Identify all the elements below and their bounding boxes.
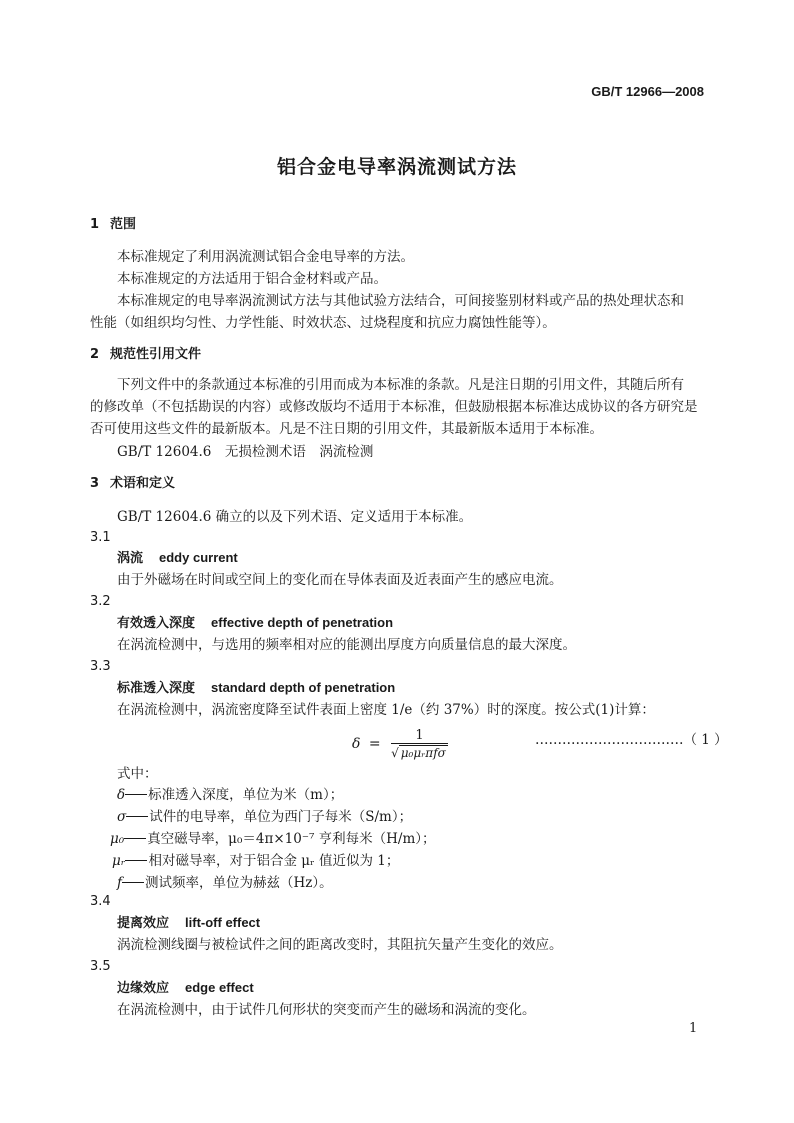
variable-symbol: μ₀ bbox=[110, 831, 125, 847]
section-number: 3 bbox=[90, 476, 100, 491]
normative-reference: GB/T 12604.6 无损检测术语 涡流检测 bbox=[117, 444, 374, 460]
section-number: 1 bbox=[90, 217, 100, 232]
term-definition: 在涡流检测中，涡流密度降至试件表面上密度 1/e（约 37%）时的深度。按公式(1)计算： bbox=[117, 702, 655, 718]
formula-equals: = bbox=[368, 736, 381, 752]
term-en: eddy current bbox=[159, 550, 238, 565]
term-en: lift-off effect bbox=[185, 915, 261, 930]
term-definition: 在涡流检测中，由于试件几何形状的突变而产生的磁场和涡流的变化。 bbox=[117, 1002, 536, 1018]
where-label: 式中： bbox=[117, 766, 158, 782]
variable-definition bbox=[117, 784, 343, 806]
term-cn: 边缘效应 bbox=[117, 981, 170, 996]
term-title bbox=[117, 612, 393, 635]
term-cn: 涡流 bbox=[117, 551, 144, 566]
standard-number: GB/T 12966—2008 bbox=[591, 84, 704, 99]
term-cn: 有效透入深度 bbox=[117, 616, 196, 631]
term-title bbox=[117, 977, 254, 1000]
term-number: 3.4 bbox=[90, 894, 111, 909]
variable-description: 测试频率，单位为赫兹（Hz）。 bbox=[145, 875, 333, 891]
section-1-paragraph: 本标准规定了利用涡流测试铝合金电导率的方法。 bbox=[117, 249, 414, 265]
section-title: 术语和定义 bbox=[110, 476, 176, 491]
variable-description: 相对磁导率，对于铝合金 μᵣ 值近似为 1； bbox=[148, 853, 400, 869]
section-1-paragraph: 本标准规定的电导率涡流测试方法与其他试验方法结合，可间接鉴别材料或产品的热处理状态和 bbox=[117, 293, 684, 309]
formula-number: ……………………………（ 1 ） bbox=[535, 732, 728, 748]
term-cn: 标准透入深度 bbox=[117, 681, 196, 696]
section-1-paragraph: 本标准规定的方法适用于铝合金材料或产品。 bbox=[117, 271, 387, 287]
variable-definition bbox=[117, 806, 412, 828]
dash-icon bbox=[126, 816, 148, 817]
term-definition: 在涡流检测中，与选用的频率相对应的能测出厚度方向质量信息的最大深度。 bbox=[117, 637, 576, 653]
sqrt-icon: √ bbox=[391, 746, 399, 760]
section-number: 2 bbox=[90, 347, 100, 362]
variable-description: 试件的电导率，单位为西门子每米（S/m）； bbox=[149, 809, 413, 825]
term-en: edge effect bbox=[185, 980, 254, 995]
section-2-line: 下列文件中的条款通过本标准的引用而成为本标准的条款。凡是注日期的引用文件，其随后所有 bbox=[117, 377, 684, 393]
term-en: standard depth of penetration bbox=[211, 680, 396, 695]
formula-denominator bbox=[391, 744, 448, 760]
term-cn: 提离效应 bbox=[117, 916, 170, 931]
dash-icon bbox=[125, 860, 147, 861]
dash-icon bbox=[122, 882, 144, 883]
section-2-line: 的修改单（不包括勘误的内容）或修改版均不适用于本标准，但鼓励根据本标准达成协议的各方研究是 bbox=[90, 399, 698, 415]
document-title: 铝合金电导率涡流测试方法 bbox=[276, 156, 517, 178]
section-2-heading bbox=[90, 344, 201, 366]
dash-icon bbox=[124, 838, 146, 839]
term-number: 3.3 bbox=[90, 659, 111, 674]
dash-icon bbox=[125, 794, 147, 795]
variable-definition bbox=[117, 872, 333, 894]
variable-symbol: μᵣ bbox=[112, 853, 126, 869]
section-2-line: 否可使用这些文件的最新版本。凡是不注日期的引用文件，其最新版本适用于本标准。 bbox=[90, 421, 603, 437]
term-definition: 由于外磁场在时间或空间上的变化而在导体表面及近表面产生的感应电流。 bbox=[117, 572, 563, 588]
variable-symbol: σ bbox=[117, 809, 127, 825]
section-1-heading bbox=[90, 214, 136, 236]
formula-fraction bbox=[391, 728, 448, 760]
section-3-intro: GB/T 12604.6 确立的以及下列术语、定义适用于本标准。 bbox=[117, 509, 473, 525]
term-title bbox=[117, 912, 260, 935]
term-title bbox=[117, 547, 238, 570]
section-3-heading bbox=[90, 473, 175, 495]
page-number: 1 bbox=[689, 1021, 698, 1036]
formula-lhs: δ bbox=[352, 736, 361, 752]
formula-numerator: 1 bbox=[391, 728, 448, 744]
term-number: 3.2 bbox=[90, 594, 111, 609]
term-title bbox=[117, 677, 395, 700]
formula-1 bbox=[352, 728, 448, 760]
variable-definition bbox=[112, 850, 399, 872]
term-number: 3.5 bbox=[90, 959, 111, 974]
section-title: 规范性引用文件 bbox=[110, 347, 202, 362]
variable-symbol: f bbox=[117, 875, 122, 891]
formula-denominator-text: μ₀μᵣπfσ bbox=[400, 746, 446, 760]
term-definition: 涡流检测线圈与被检试件之间的距离改变时，其阻抗矢量产生变化的效应。 bbox=[117, 937, 563, 953]
term-number: 3.1 bbox=[90, 530, 111, 545]
variable-description: 标准透入深度，单位为米（m）； bbox=[148, 787, 344, 803]
variable-description: 真空磁导率，μ₀＝4π×10⁻⁷ 亨利每米（H/m）； bbox=[147, 831, 436, 847]
variable-definition bbox=[110, 828, 436, 850]
section-1-paragraph: 性能（如组织均匀性、力学性能、时效状态、过烧程度和抗应力腐蚀性能等）。 bbox=[90, 315, 556, 331]
variable-symbol: δ bbox=[117, 787, 126, 803]
term-en: effective depth of penetration bbox=[211, 615, 394, 630]
section-title: 范围 bbox=[110, 217, 137, 232]
